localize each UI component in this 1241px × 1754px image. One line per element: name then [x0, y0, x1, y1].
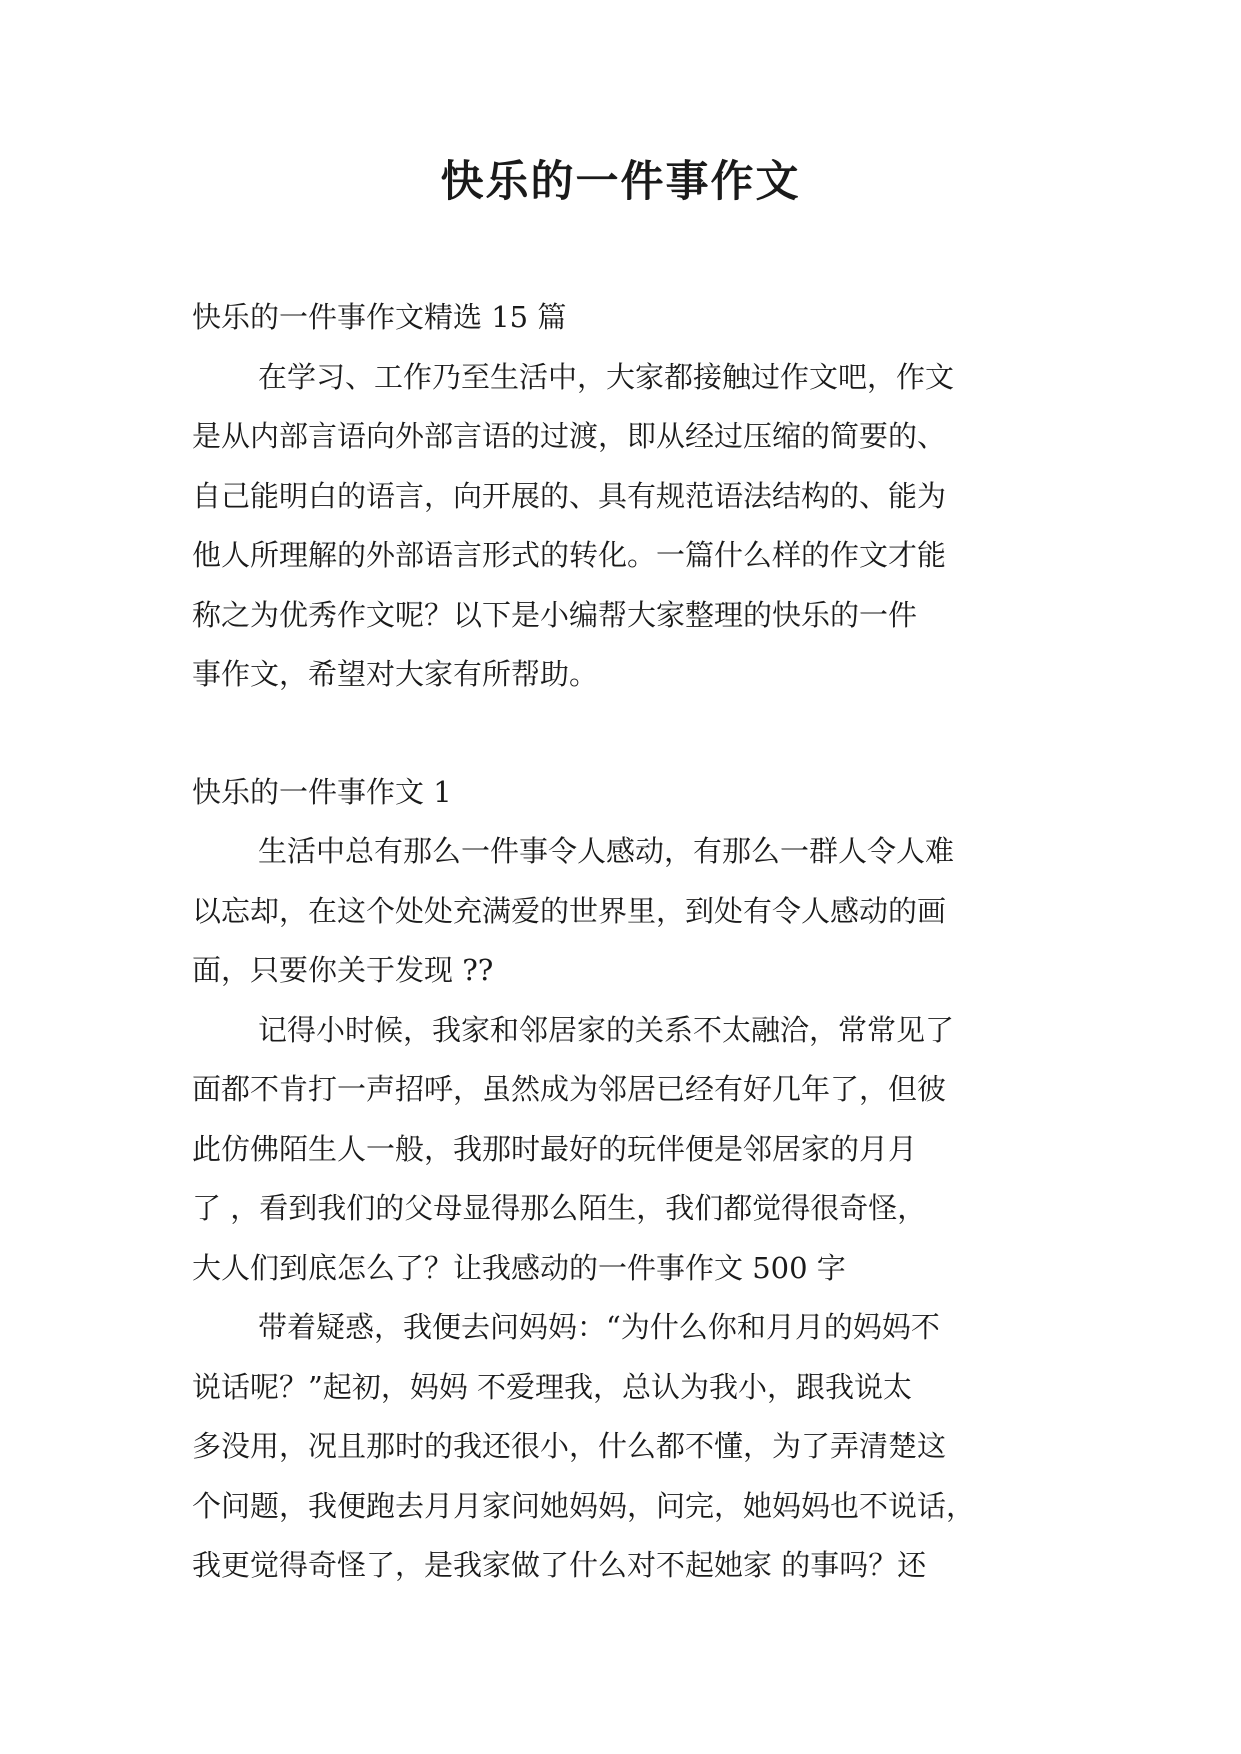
paragraph-line: 面，只要你关于发现 ?? — [192, 953, 494, 987]
paragraph-line: 记得小时候，我家和邻居家的关系不太融洽，常常见了 — [258, 1012, 955, 1047]
document-subtitle: 快乐的一件事作文精选 15 篇 — [192, 300, 567, 334]
intro-line: 他人所理解的外部语言形式的转化。一篇什么样的作文才能 — [192, 538, 947, 572]
paragraph-line: 个问题，我便跑去月月家问她妈妈，问完，她妈妈也不说话， — [192, 1488, 976, 1523]
section-paragraph — [192, 1001, 1060, 1299]
paragraph-line: 此仿佛陌生人一般，我那时最好的玩伴便是邻居家的月月 — [192, 1131, 918, 1166]
document-body — [192, 288, 1060, 1596]
paragraph-line: 大人们到底怎么了？让我感动的一件事作文 500 字 — [192, 1250, 846, 1285]
paragraph-line: 说话呢？”起初，妈妈 不爱理我，总认为我小，跟我说太 — [192, 1369, 913, 1404]
paragraph-line: 多没用，况且那时的我还很小，什么都不懂，为了弄清楚这 — [192, 1429, 947, 1463]
paragraph-line: 面都不肯打一声招呼，虽然成为邻居已经有好几年了，但彼 — [192, 1072, 947, 1106]
document-title: 快乐的一件事作文 — [440, 157, 801, 207]
intro-line: 事作文，希望对大家有所帮助。 — [192, 657, 599, 691]
intro-paragraph — [192, 348, 1060, 705]
section-paragraph — [192, 1298, 1060, 1596]
paragraph-line: 以忘却，在这个处处充满爱的世界里，到处有令人感动的画 — [192, 893, 947, 928]
paragraph-line: 带着疑惑，我便去问妈妈：“为什么你和月月的妈妈不 — [258, 1310, 940, 1344]
intro-line: 自己能明白的语言，向开展的、具有规范语法结构的、能为 — [192, 478, 947, 513]
section-paragraph — [192, 822, 1060, 1001]
intro-line: 在学习、工作乃至生活中，大家都接触过作文吧，作文 — [258, 359, 955, 394]
paragraph-line: 我更觉得奇怪了，是我家做了什么对不起她家 的事吗？还 — [192, 1548, 927, 1582]
section-heading: 快乐的一件事作文 1 — [192, 774, 452, 809]
intro-line: 是从内部言语向外部言语的过渡，即从经过压缩的简要的、 — [192, 419, 947, 453]
paragraph-line: 生活中总有那么一件事令人感动，有那么一群人令人难 — [258, 834, 955, 868]
intro-line: 称之为优秀作文呢？以下是小编帮大家整理的快乐的一件 — [192, 597, 918, 632]
paragraph-line: 了 ，看到我们的父母显得那么陌生，我们都觉得很奇怪， — [192, 1191, 927, 1225]
section-spacer — [192, 705, 1060, 763]
